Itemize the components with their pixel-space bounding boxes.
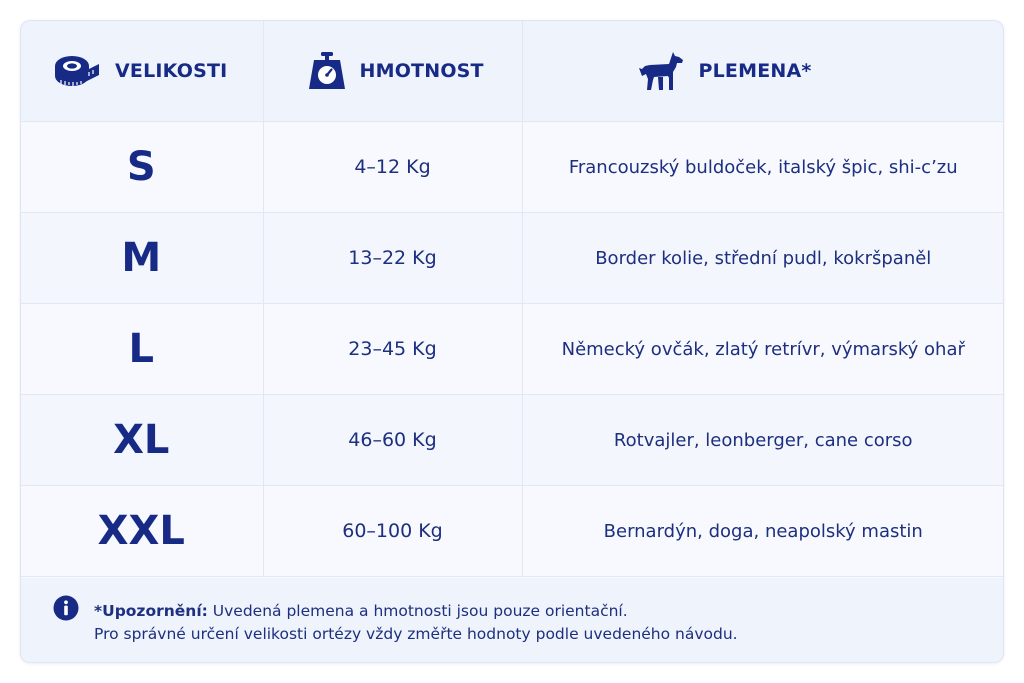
table-row <box>20 213 1004 304</box>
measuring-tape-icon <box>53 53 101 89</box>
breeds-cell: Border kolie, střední pudl, kokršpaněl <box>522 213 1004 304</box>
breeds-cell: Francouzský buldoček, italský špic, shi-c’zu <box>522 122 1004 213</box>
disclaimer-note <box>21 578 1004 663</box>
disclaimer-line-1-text: Uvedená plemena a hmotnosti jsou pouze orientační. <box>212 602 628 620</box>
header-cell-breeds <box>522 20 1004 122</box>
table-row <box>20 395 1004 486</box>
header-cell-sizes <box>20 20 263 122</box>
table-row <box>20 122 1004 213</box>
table-row <box>20 304 1004 395</box>
breeds-cell: Rotvajler, leonberger, cane corso <box>522 395 1004 486</box>
size-table <box>20 20 1004 577</box>
disclaimer-line-1 <box>94 600 738 623</box>
breeds-cell: Bernardýn, doga, neapolský mastin <box>522 486 1004 577</box>
weight-cell: 4–12 Kg <box>263 122 522 213</box>
disclaimer-label: *Upozornění: <box>94 602 208 620</box>
size-cell: M <box>20 213 263 304</box>
info-icon <box>53 595 79 625</box>
header-label-weight: HMOTNOST <box>359 59 484 82</box>
weight-cell: 13–22 Kg <box>263 213 522 304</box>
scale-icon <box>307 51 347 91</box>
weight-cell: 46–60 Kg <box>263 395 522 486</box>
disclaimer-text <box>94 600 738 646</box>
weight-cell: 23–45 Kg <box>263 304 522 395</box>
disclaimer-line-2: Pro správné určení velikosti ortézy vždy změřte hodnoty podle uvedeného návodu. <box>94 625 738 643</box>
header-cell-weight <box>263 20 522 122</box>
table-header-row <box>20 20 1004 122</box>
size-cell: XL <box>20 395 263 486</box>
header-label-sizes: VELIKOSTI <box>115 59 228 82</box>
size-chart-card <box>20 20 1004 663</box>
size-cell: L <box>20 304 263 395</box>
size-cell: S <box>20 122 263 213</box>
size-cell: XXL <box>20 486 263 577</box>
table-row <box>20 486 1004 577</box>
dog-icon <box>637 50 685 92</box>
header-label-breeds: PLEMENA* <box>698 59 812 82</box>
weight-cell: 60–100 Kg <box>263 486 522 577</box>
breeds-cell: Německý ovčák, zlatý retrívr, výmarský ohař <box>522 304 1004 395</box>
